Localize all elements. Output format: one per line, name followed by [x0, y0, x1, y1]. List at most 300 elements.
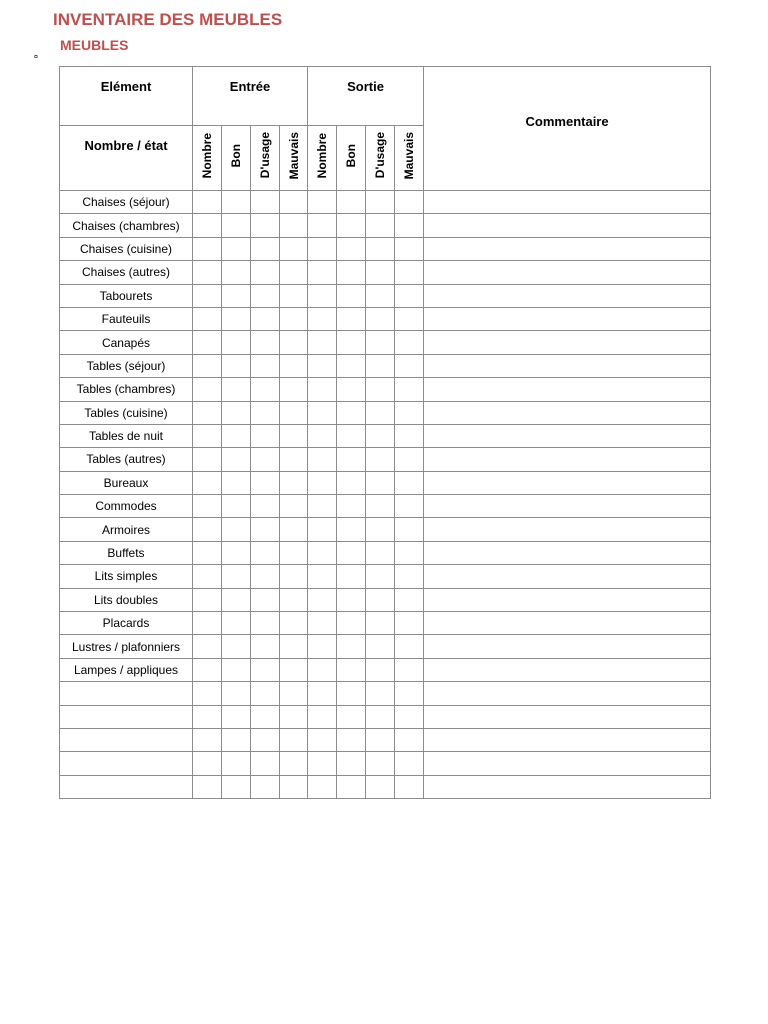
sortie-bon-cell[interactable]: [337, 307, 366, 330]
sortie-nombre-cell[interactable]: [308, 354, 337, 377]
table-row: [60, 237, 711, 260]
nombre-etat-header: [60, 126, 193, 191]
table-row: [60, 471, 711, 494]
entree-bon-cell[interactable]: [222, 495, 251, 518]
sortie-bon-cell[interactable]: [337, 752, 366, 775]
commentaire-cell[interactable]: [424, 191, 711, 214]
entree-nombre-cell[interactable]: [193, 518, 222, 541]
entree-bon-cell[interactable]: [222, 728, 251, 751]
sortie-dusage-cell[interactable]: [366, 495, 395, 518]
entree-dusage-cell[interactable]: [251, 495, 280, 518]
entree-mauvais-cell[interactable]: [280, 448, 308, 471]
sortie-nombre-cell[interactable]: [308, 635, 337, 658]
sortie-dusage-label: D'usage: [373, 132, 388, 179]
table-row: [60, 565, 711, 588]
entree-mauvais-cell[interactable]: [280, 495, 308, 518]
entree-dusage-cell[interactable]: [251, 658, 280, 681]
entree-mauvais-cell[interactable]: [280, 191, 308, 214]
entree-dusage-cell[interactable]: [251, 705, 280, 728]
entree-nombre-cell[interactable]: [193, 284, 222, 307]
sortie-nombre-cell[interactable]: [308, 705, 337, 728]
item-label[interactable]: [60, 705, 193, 728]
entree-nombre-cell[interactable]: [193, 658, 222, 681]
commentaire-cell[interactable]: [424, 424, 711, 447]
commentaire-header-label: Commentaire: [525, 114, 609, 129]
commentaire-cell[interactable]: [424, 401, 711, 424]
item-label: Tables (autres): [60, 448, 193, 471]
entree-mauvais-cell[interactable]: [280, 424, 308, 447]
entree-nombre-cell[interactable]: [193, 565, 222, 588]
entree-mauvais-label: Mauvais: [286, 131, 301, 180]
entree-dusage-cell[interactable]: [251, 237, 280, 260]
commentaire-cell[interactable]: [424, 471, 711, 494]
entree-mauvais-cell[interactable]: [280, 565, 308, 588]
entree-dusage-cell[interactable]: [251, 682, 280, 705]
entree-mauvais-cell[interactable]: [280, 261, 308, 284]
sortie-mauvais-cell[interactable]: [395, 401, 424, 424]
entree-nombre-cell[interactable]: [193, 541, 222, 564]
entree-dusage-cell[interactable]: [251, 307, 280, 330]
sortie-mauvais-cell[interactable]: [395, 752, 424, 775]
sortie-dusage-cell[interactable]: [366, 565, 395, 588]
entree-dusage-header: [251, 126, 280, 191]
sortie-dusage-cell[interactable]: [366, 471, 395, 494]
entree-mauvais-cell[interactable]: [280, 237, 308, 260]
sortie-bon-cell[interactable]: [337, 518, 366, 541]
entree-bon-label: Bon: [229, 143, 243, 168]
entree-bon-cell[interactable]: [222, 682, 251, 705]
sortie-dusage-cell[interactable]: [366, 214, 395, 237]
sortie-mauvais-cell[interactable]: [395, 284, 424, 307]
sortie-nombre-cell[interactable]: [308, 331, 337, 354]
commentaire-cell[interactable]: [424, 775, 711, 798]
sortie-bon-cell[interactable]: [337, 495, 366, 518]
commentaire-cell[interactable]: [424, 284, 711, 307]
sortie-nombre-header: [308, 126, 337, 191]
sortie-bon-header: [337, 126, 366, 191]
sortie-nombre-cell[interactable]: [308, 495, 337, 518]
sortie-nombre-cell[interactable]: [308, 728, 337, 751]
sortie-nombre-cell[interactable]: [308, 541, 337, 564]
entree-mauvais-cell[interactable]: [280, 658, 308, 681]
entree-bon-cell[interactable]: [222, 424, 251, 447]
entree-header-label: Entrée: [229, 79, 271, 94]
table-row: [60, 495, 711, 518]
entree-bon-cell[interactable]: [222, 565, 251, 588]
entree-dusage-cell[interactable]: [251, 401, 280, 424]
sortie-nombre-cell[interactable]: [308, 307, 337, 330]
sortie-nombre-cell[interactable]: [308, 284, 337, 307]
entree-nombre-cell[interactable]: [193, 775, 222, 798]
sortie-dusage-cell[interactable]: [366, 284, 395, 307]
table-row: [60, 261, 711, 284]
sortie-bon-cell[interactable]: [337, 284, 366, 307]
entree-nombre-cell[interactable]: [193, 261, 222, 284]
commentaire-cell[interactable]: [424, 331, 711, 354]
entree-bon-cell[interactable]: [222, 284, 251, 307]
commentaire-cell[interactable]: [424, 214, 711, 237]
table-row: [60, 635, 711, 658]
sortie-mauvais-cell[interactable]: [395, 541, 424, 564]
commentaire-cell[interactable]: [424, 588, 711, 611]
item-label: Chaises (séjour): [60, 191, 193, 214]
sortie-bon-cell[interactable]: [337, 775, 366, 798]
item-label: Lits simples: [60, 565, 193, 588]
sortie-dusage-cell[interactable]: [366, 728, 395, 751]
sortie-nombre-cell[interactable]: [308, 401, 337, 424]
sortie-dusage-cell[interactable]: [366, 401, 395, 424]
sortie-dusage-cell[interactable]: [366, 752, 395, 775]
entree-dusage-cell[interactable]: [251, 612, 280, 635]
entree-bon-cell[interactable]: [222, 752, 251, 775]
commentaire-cell[interactable]: [424, 541, 711, 564]
entree-mauvais-cell[interactable]: [280, 612, 308, 635]
sortie-dusage-cell[interactable]: [366, 424, 395, 447]
entree-mauvais-cell[interactable]: [280, 705, 308, 728]
commentaire-cell[interactable]: [424, 448, 711, 471]
sortie-mauvais-cell[interactable]: [395, 495, 424, 518]
sortie-mauvais-cell[interactable]: [395, 588, 424, 611]
sortie-nombre-label: Nombre: [315, 132, 330, 179]
commentaire-cell[interactable]: [424, 307, 711, 330]
entree-nombre-cell[interactable]: [193, 705, 222, 728]
entree-bon-cell[interactable]: [222, 331, 251, 354]
entree-dusage-cell[interactable]: [251, 424, 280, 447]
commentaire-cell[interactable]: [424, 495, 711, 518]
sortie-dusage-cell[interactable]: [366, 588, 395, 611]
sortie-nombre-cell[interactable]: [308, 261, 337, 284]
entree-bon-cell[interactable]: [222, 518, 251, 541]
entree-mauvais-cell[interactable]: [280, 682, 308, 705]
entree-bon-cell[interactable]: [222, 307, 251, 330]
sortie-mauvais-cell[interactable]: [395, 728, 424, 751]
sortie-mauvais-cell[interactable]: [395, 448, 424, 471]
entree-dusage-cell[interactable]: [251, 728, 280, 751]
entree-mauvais-cell[interactable]: [280, 331, 308, 354]
entree-dusage-cell[interactable]: [251, 541, 280, 564]
paragraph-marker: ¤: [34, 54, 38, 61]
sortie-bon-cell[interactable]: [337, 354, 366, 377]
entree-mauvais-cell[interactable]: [280, 541, 308, 564]
entree-mauvais-cell[interactable]: [280, 728, 308, 751]
sortie-nombre-cell[interactable]: [308, 565, 337, 588]
entree-dusage-cell[interactable]: [251, 284, 280, 307]
entree-nombre-cell[interactable]: [193, 214, 222, 237]
entree-nombre-cell[interactable]: [193, 354, 222, 377]
sortie-nombre-cell[interactable]: [308, 682, 337, 705]
sortie-mauvais-cell[interactable]: [395, 191, 424, 214]
table-row: [60, 307, 711, 330]
item-label: Lustres / plafonniers: [60, 635, 193, 658]
sortie-mauvais-cell[interactable]: [395, 682, 424, 705]
entree-dusage-cell[interactable]: [251, 191, 280, 214]
entree-bon-cell[interactable]: [222, 588, 251, 611]
entree-nombre-cell[interactable]: [193, 424, 222, 447]
sortie-mauvais-cell[interactable]: [395, 565, 424, 588]
entree-dusage-cell[interactable]: [251, 354, 280, 377]
table-row: [60, 705, 711, 728]
entree-bon-cell[interactable]: [222, 378, 251, 401]
sortie-bon-cell[interactable]: [337, 331, 366, 354]
entree-mauvais-cell[interactable]: [280, 471, 308, 494]
sortie-dusage-cell[interactable]: [366, 191, 395, 214]
sortie-mauvais-cell[interactable]: [395, 705, 424, 728]
sortie-dusage-cell[interactable]: [366, 682, 395, 705]
entree-nombre-cell[interactable]: [193, 728, 222, 751]
sortie-mauvais-cell[interactable]: [395, 424, 424, 447]
commentaire-cell[interactable]: [424, 658, 711, 681]
commentaire-cell[interactable]: [424, 237, 711, 260]
entree-mauvais-cell[interactable]: [280, 588, 308, 611]
sortie-nombre-cell[interactable]: [308, 448, 337, 471]
section-subtitle: MEUBLES: [60, 37, 129, 53]
sortie-mauvais-cell[interactable]: [395, 471, 424, 494]
entree-nombre-cell[interactable]: [193, 378, 222, 401]
entree-nombre-label: Nombre: [200, 132, 214, 179]
sortie-dusage-cell[interactable]: [366, 331, 395, 354]
sortie-nombre-cell[interactable]: [308, 518, 337, 541]
entree-dusage-cell[interactable]: [251, 448, 280, 471]
commentaire-cell[interactable]: [424, 378, 711, 401]
sortie-mauvais-cell[interactable]: [395, 612, 424, 635]
sortie-nombre-cell[interactable]: [308, 214, 337, 237]
sortie-mauvais-cell[interactable]: [395, 237, 424, 260]
sortie-bon-cell[interactable]: [337, 658, 366, 681]
item-label[interactable]: [60, 728, 193, 751]
entree-nombre-cell[interactable]: [193, 307, 222, 330]
commentaire-header: [424, 67, 711, 191]
entree-nombre-cell[interactable]: [193, 682, 222, 705]
entree-bon-cell[interactable]: [222, 261, 251, 284]
entree-bon-cell[interactable]: [222, 471, 251, 494]
sortie-mauvais-cell[interactable]: [395, 378, 424, 401]
commentaire-cell[interactable]: [424, 565, 711, 588]
entree-mauvais-cell[interactable]: [280, 354, 308, 377]
entree-nombre-cell[interactable]: [193, 588, 222, 611]
item-label: Buffets: [60, 541, 193, 564]
entree-bon-cell[interactable]: [222, 214, 251, 237]
header-row-groups: [60, 67, 711, 126]
entree-dusage-cell[interactable]: [251, 378, 280, 401]
entree-nombre-cell[interactable]: [193, 448, 222, 471]
entree-mauvais-cell[interactable]: [280, 775, 308, 798]
entree-nombre-cell[interactable]: [193, 331, 222, 354]
entree-dusage-cell[interactable]: [251, 518, 280, 541]
sortie-dusage-cell[interactable]: [366, 237, 395, 260]
sortie-dusage-cell[interactable]: [366, 541, 395, 564]
entree-mauvais-cell[interactable]: [280, 378, 308, 401]
page-title: INVENTAIRE DES MEUBLES: [53, 10, 283, 29]
sortie-nombre-cell[interactable]: [308, 237, 337, 260]
commentaire-cell[interactable]: [424, 682, 711, 705]
item-label: Chaises (cuisine): [60, 237, 193, 260]
table-row: [60, 378, 711, 401]
sortie-mauvais-label: Mauvais: [402, 131, 417, 180]
entree-mauvais-cell[interactable]: [280, 635, 308, 658]
sortie-dusage-cell[interactable]: [366, 448, 395, 471]
entree-nombre-cell[interactable]: [193, 191, 222, 214]
sortie-header: [308, 67, 424, 126]
sortie-bon-cell[interactable]: [337, 541, 366, 564]
entree-nombre-cell[interactable]: [193, 752, 222, 775]
table-row: [60, 284, 711, 307]
item-label: Tables (séjour): [60, 354, 193, 377]
sortie-bon-label: Bon: [344, 143, 359, 168]
sortie-mauvais-cell[interactable]: [395, 635, 424, 658]
item-label: Tabourets: [60, 284, 193, 307]
item-label: Placards: [60, 612, 193, 635]
sortie-bon-cell[interactable]: [337, 237, 366, 260]
sortie-nombre-cell[interactable]: [308, 752, 337, 775]
entree-mauvais-cell[interactable]: [280, 284, 308, 307]
entree-bon-cell[interactable]: [222, 354, 251, 377]
item-label: Tables de nuit: [60, 424, 193, 447]
sortie-bon-cell[interactable]: [337, 261, 366, 284]
entree-bon-cell[interactable]: [222, 635, 251, 658]
sortie-mauvais-cell[interactable]: [395, 214, 424, 237]
item-label[interactable]: [60, 682, 193, 705]
entree-bon-cell[interactable]: [222, 191, 251, 214]
entree-dusage-cell[interactable]: [251, 565, 280, 588]
entree-dusage-cell[interactable]: [251, 214, 280, 237]
sortie-bon-cell[interactable]: [337, 565, 366, 588]
sortie-mauvais-cell[interactable]: [395, 307, 424, 330]
entree-nombre-cell[interactable]: [193, 635, 222, 658]
sortie-mauvais-cell[interactable]: [395, 261, 424, 284]
entree-bon-cell[interactable]: [222, 612, 251, 635]
entree-bon-cell[interactable]: [222, 448, 251, 471]
sortie-nombre-cell[interactable]: [308, 612, 337, 635]
sortie-bon-cell[interactable]: [337, 378, 366, 401]
sortie-bon-cell[interactable]: [337, 682, 366, 705]
commentaire-cell[interactable]: [424, 635, 711, 658]
sortie-nombre-cell[interactable]: [308, 191, 337, 214]
sortie-nombre-cell[interactable]: [308, 658, 337, 681]
sortie-nombre-cell[interactable]: [308, 775, 337, 798]
sortie-bon-cell[interactable]: [337, 191, 366, 214]
sortie-dusage-cell[interactable]: [366, 775, 395, 798]
sortie-bon-cell[interactable]: [337, 588, 366, 611]
sortie-bon-cell[interactable]: [337, 635, 366, 658]
sortie-bon-cell[interactable]: [337, 612, 366, 635]
sortie-bon-cell[interactable]: [337, 705, 366, 728]
sortie-mauvais-header: [395, 126, 424, 191]
item-label: Bureaux: [60, 471, 193, 494]
sortie-dusage-cell[interactable]: [366, 658, 395, 681]
table-row: [60, 752, 711, 775]
table-row: [60, 541, 711, 564]
entree-nombre-cell[interactable]: [193, 237, 222, 260]
sortie-nombre-cell[interactable]: [308, 588, 337, 611]
table-row: [60, 424, 711, 447]
entree-header: [193, 67, 308, 126]
commentaire-cell[interactable]: [424, 752, 711, 775]
commentaire-cell[interactable]: [424, 518, 711, 541]
sortie-dusage-cell[interactable]: [366, 612, 395, 635]
item-label: Lampes / appliques: [60, 658, 193, 681]
entree-bon-cell[interactable]: [222, 705, 251, 728]
entree-mauvais-cell[interactable]: [280, 401, 308, 424]
entree-dusage-label: D'usage: [258, 132, 272, 179]
table-row: [60, 728, 711, 751]
entree-mauvais-cell[interactable]: [280, 214, 308, 237]
entree-mauvais-cell[interactable]: [280, 752, 308, 775]
sortie-dusage-cell[interactable]: [366, 261, 395, 284]
sortie-mauvais-cell[interactable]: [395, 658, 424, 681]
commentaire-cell[interactable]: [424, 261, 711, 284]
sortie-dusage-cell[interactable]: [366, 635, 395, 658]
entree-nombre-cell[interactable]: [193, 495, 222, 518]
table-row: [60, 331, 711, 354]
sortie-nombre-cell[interactable]: [308, 424, 337, 447]
inventory-table: [59, 66, 711, 799]
sortie-mauvais-cell[interactable]: [395, 354, 424, 377]
element-header-label: Elément: [100, 79, 152, 94]
sortie-mauvais-cell[interactable]: [395, 331, 424, 354]
commentaire-cell[interactable]: [424, 705, 711, 728]
entree-dusage-cell[interactable]: [251, 775, 280, 798]
table-row: [60, 448, 711, 471]
table-row: [60, 354, 711, 377]
element-header: [60, 67, 193, 126]
sortie-nombre-cell[interactable]: [308, 471, 337, 494]
entree-mauvais-cell[interactable]: [280, 518, 308, 541]
sortie-mauvais-cell[interactable]: [395, 775, 424, 798]
table-row: [60, 518, 711, 541]
sortie-dusage-cell[interactable]: [366, 518, 395, 541]
sortie-header-label: Sortie: [347, 79, 384, 94]
sortie-bon-cell[interactable]: [337, 471, 366, 494]
entree-nombre-cell[interactable]: [193, 401, 222, 424]
entree-dusage-cell[interactable]: [251, 752, 280, 775]
commentaire-cell[interactable]: [424, 354, 711, 377]
table-row: [60, 214, 711, 237]
sortie-dusage-cell[interactable]: [366, 378, 395, 401]
sortie-nombre-cell[interactable]: [308, 378, 337, 401]
entree-dusage-cell[interactable]: [251, 471, 280, 494]
table-row: [60, 682, 711, 705]
sortie-bon-cell[interactable]: [337, 401, 366, 424]
sortie-bon-cell[interactable]: [337, 448, 366, 471]
sortie-bon-cell[interactable]: [337, 214, 366, 237]
sortie-mauvais-cell[interactable]: [395, 518, 424, 541]
entree-dusage-cell[interactable]: [251, 588, 280, 611]
sortie-dusage-cell[interactable]: [366, 307, 395, 330]
sortie-dusage-cell[interactable]: [366, 354, 395, 377]
entree-nombre-cell[interactable]: [193, 612, 222, 635]
entree-mauvais-cell[interactable]: [280, 307, 308, 330]
sortie-bon-cell[interactable]: [337, 728, 366, 751]
item-label: Fauteuils: [60, 307, 193, 330]
entree-bon-cell[interactable]: [222, 775, 251, 798]
item-label: Tables (cuisine): [60, 401, 193, 424]
entree-dusage-cell[interactable]: [251, 261, 280, 284]
entree-dusage-cell[interactable]: [251, 331, 280, 354]
entree-dusage-cell[interactable]: [251, 635, 280, 658]
item-label[interactable]: [60, 752, 193, 775]
entree-bon-cell[interactable]: [222, 541, 251, 564]
entree-nombre-cell[interactable]: [193, 471, 222, 494]
commentaire-cell[interactable]: [424, 612, 711, 635]
entree-bon-cell[interactable]: [222, 237, 251, 260]
sortie-dusage-cell[interactable]: [366, 705, 395, 728]
item-label[interactable]: [60, 775, 193, 798]
entree-bon-header: [222, 126, 251, 191]
sortie-bon-cell[interactable]: [337, 424, 366, 447]
entree-bon-cell[interactable]: [222, 401, 251, 424]
entree-bon-cell[interactable]: [222, 658, 251, 681]
commentaire-cell[interactable]: [424, 728, 711, 751]
